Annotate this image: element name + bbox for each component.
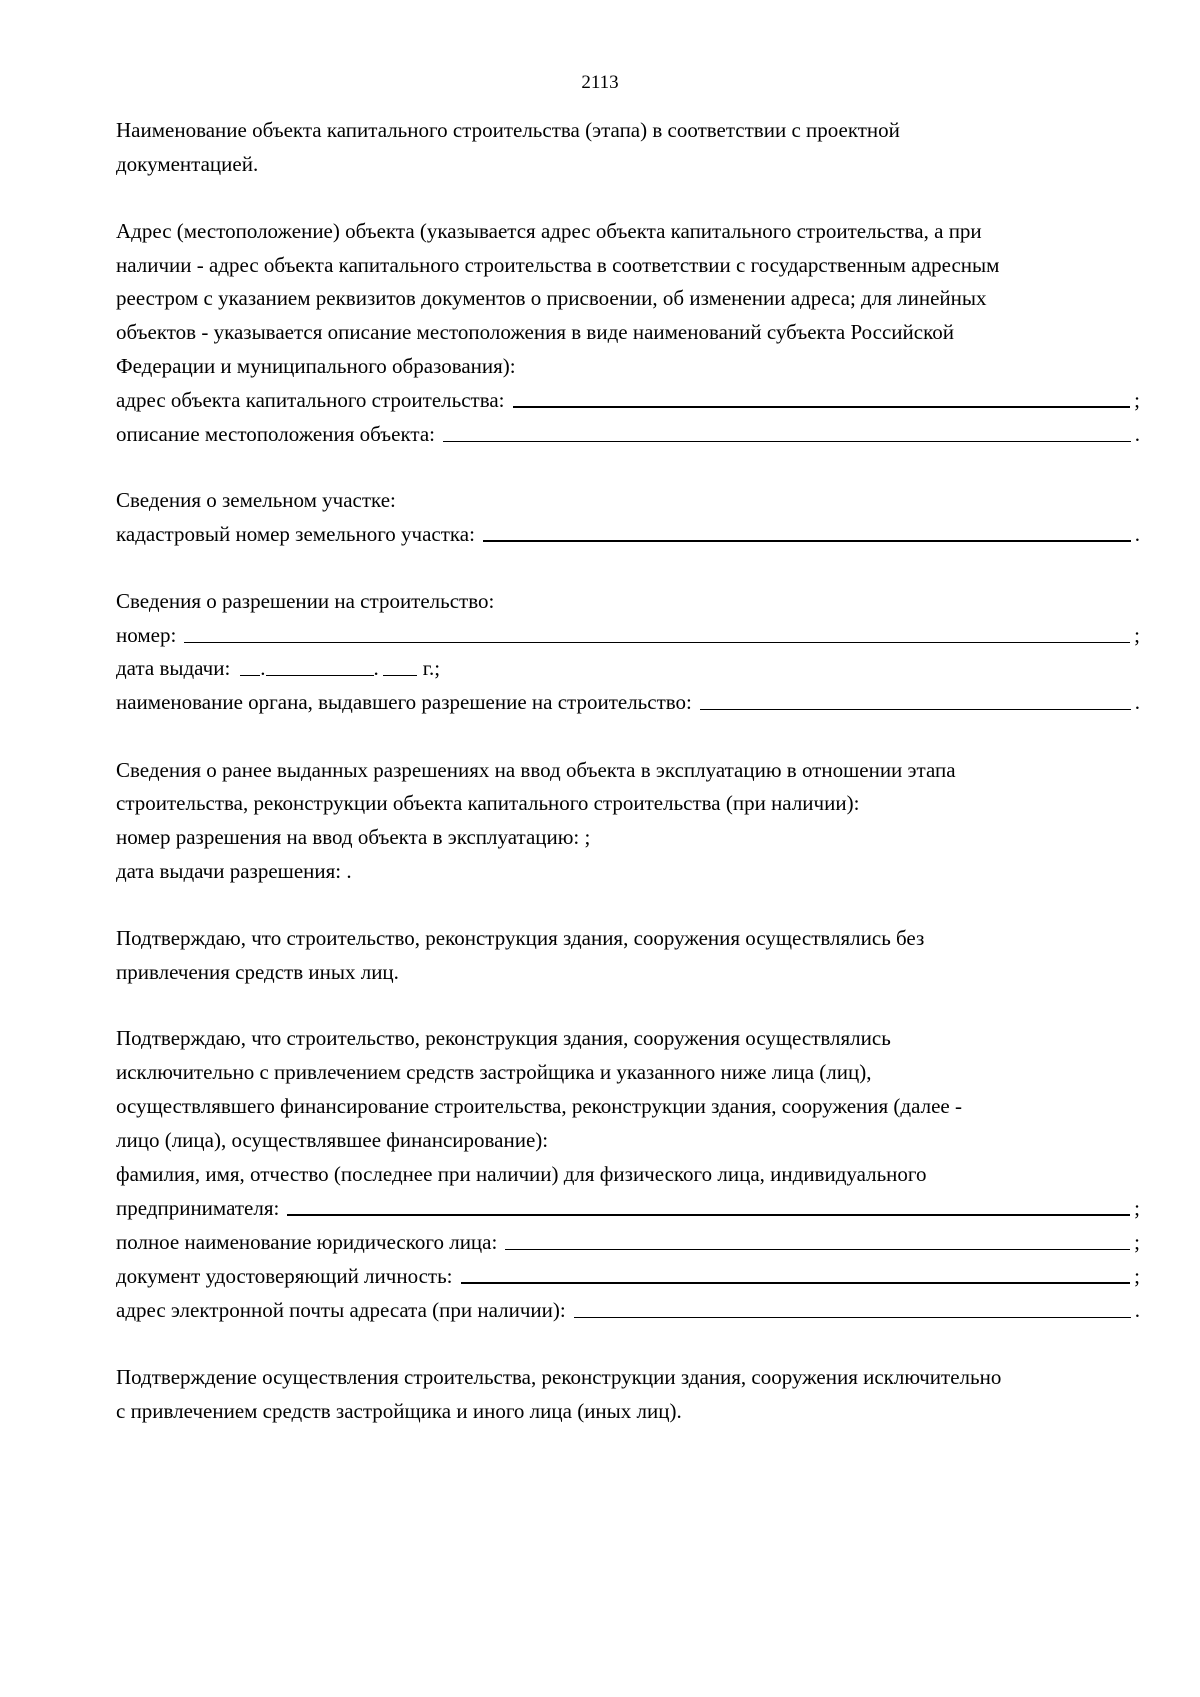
entrepreneur-field-terminator: ;	[1134, 1196, 1140, 1220]
financing-confirmation-line-2: исключительно с привлечением средств застройщика и указанного ниже лица (лиц),	[116, 1060, 872, 1084]
permit-number-terminator: ;	[1134, 623, 1140, 647]
permit-date-day-blank[interactable]	[240, 674, 260, 676]
page-number: 2113	[581, 72, 619, 93]
permit-authority-blank[interactable]	[700, 708, 1131, 710]
financing-confirmation-line-4: лицо (лица), осуществлявшее финансирование):	[116, 1128, 549, 1152]
previous-permits-line-1: Сведения о ранее выданных разрешениях на ввод объекта в эксплуатацию в отношении этапа	[116, 758, 956, 782]
id-document-field-blank[interactable]	[461, 1281, 1131, 1284]
address-paragraph-line-3: реестром с указанием реквизитов документов о присвоении, об изменении адреса; для линейных	[116, 286, 987, 310]
own-funds-confirmation-line-2: привлечения средств иных лиц.	[116, 960, 399, 984]
land-plot-heading: Сведения о земельном участке:	[116, 488, 396, 512]
own-funds-confirmation-line-1: Подтверждаю, что строительство, реконструкция здания, сооружения осуществлялись без	[116, 926, 925, 950]
cadastral-field-blank[interactable]	[483, 539, 1131, 542]
permit-number-label: номер:	[116, 623, 177, 647]
email-field-label: адрес электронной почты адресата (при наличии):	[116, 1298, 566, 1322]
permit-authority-terminator: .	[1134, 690, 1140, 714]
previous-permits-line-4: дата выдачи разрешения: .	[116, 859, 352, 883]
permit-number-row	[116, 621, 1140, 649]
previous-permits-line-2: строительства, реконструкции объекта капитального строительства (при наличии):	[116, 791, 860, 815]
third-party-confirmation-line-1: Подтверждение осуществления строительства, реконструкции здания, сооружения исключительно	[116, 1365, 1002, 1389]
id-document-field-terminator: ;	[1134, 1264, 1140, 1288]
id-document-field-row	[116, 1262, 1140, 1290]
address-field-label: адрес объекта капитального строительства:	[116, 388, 505, 412]
address-field-blank[interactable]	[513, 405, 1131, 408]
permit-date-label: дата выдачи:	[116, 656, 231, 680]
address-paragraph-line-5: Федерации и муниципального образования):	[116, 354, 516, 378]
legal-entity-field-terminator: ;	[1134, 1230, 1140, 1254]
permit-date-separator-2: .	[373, 656, 379, 680]
email-field-row	[116, 1296, 1140, 1324]
financing-confirmation-line-3: осуществлявшего финансирование строительства, реконструкции здания, сооружения (далее -	[116, 1094, 962, 1118]
email-field-terminator: .	[1134, 1298, 1140, 1322]
legal-entity-field-row	[116, 1228, 1140, 1256]
email-field-blank[interactable]	[574, 1316, 1131, 1318]
legal-entity-field-label: полное наименование юридического лица:	[116, 1230, 498, 1254]
address-paragraph-line-1: Адрес (местоположение) объекта (указывается адрес объекта капитального строительства, а при	[116, 219, 982, 243]
address-paragraph-line-4: объектов - указывается описание местоположения в виде наименований субъекта Российской	[116, 320, 954, 344]
permit-date-month-blank[interactable]	[266, 674, 374, 676]
permit-authority-label: наименование органа, выдавшего разрешение на строительство:	[116, 690, 692, 714]
permit-date-row	[116, 654, 440, 682]
cadastral-field-row	[116, 520, 1140, 548]
address-field-terminator: ;	[1134, 388, 1140, 412]
permit-date-year-suffix: г.;	[422, 656, 441, 680]
third-party-confirmation-line-2: с привлечением средств застройщика и иного лица (иных лиц).	[116, 1399, 682, 1423]
permit-date-year-blank[interactable]	[383, 674, 417, 676]
location-field-blank[interactable]	[443, 440, 1131, 442]
id-document-field-label: документ удостоверяющий личность:	[116, 1264, 453, 1288]
entrepreneur-field-label: предпринимателя:	[116, 1196, 280, 1220]
object-name-line-1: Наименование объекта капитального строительства (этапа) в соответствии с проектной	[116, 118, 900, 142]
address-paragraph-line-2: наличии - адрес объекта капитального строительства в соответствии с государственным адресным	[116, 253, 1000, 277]
permit-heading: Сведения о разрешении на строительство:	[116, 589, 495, 613]
location-field-terminator: .	[1134, 422, 1140, 446]
permit-authority-row	[116, 688, 1140, 716]
entrepreneur-field-blank[interactable]	[287, 1213, 1130, 1216]
legal-entity-field-blank[interactable]	[505, 1248, 1130, 1250]
address-field-row	[116, 386, 1140, 414]
location-field-row	[116, 420, 1140, 448]
permit-number-blank[interactable]	[184, 641, 1130, 643]
previous-permits-line-3: номер разрешения на ввод объекта в эксплуатацию: ;	[116, 825, 591, 849]
location-field-label: описание местоположения объекта:	[116, 422, 435, 446]
permit-date-separator: .	[260, 656, 266, 680]
financing-confirmation-line-5: фамилия, имя, отчество (последнее при наличии) для физического лица, индивидуального	[116, 1162, 927, 1186]
cadastral-field-label: кадастровый номер земельного участка:	[116, 522, 475, 546]
financing-confirmation-line-1: Подтверждаю, что строительство, реконструкция здания, сооружения осуществлялись	[116, 1026, 891, 1050]
object-name-line-2: документацией.	[116, 152, 259, 176]
entrepreneur-field-row	[116, 1194, 1140, 1222]
cadastral-field-terminator: .	[1134, 522, 1140, 546]
